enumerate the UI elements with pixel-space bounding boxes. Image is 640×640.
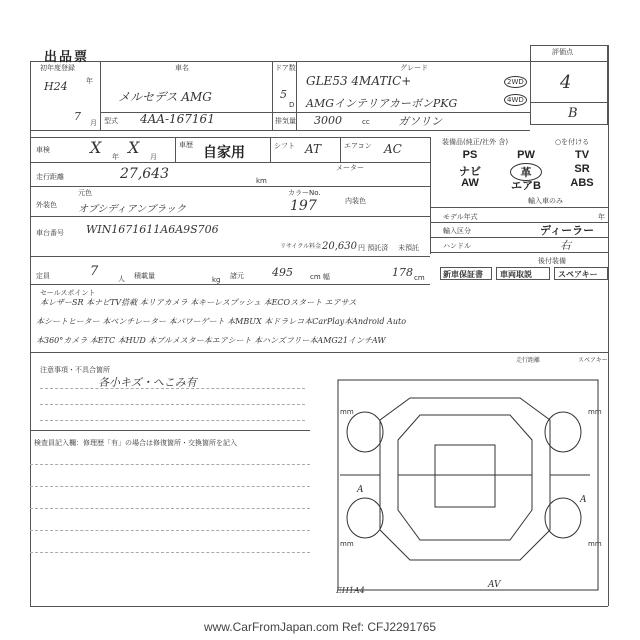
load-label: 積載量 bbox=[134, 272, 155, 280]
color-label: 外装色 bbox=[36, 201, 57, 209]
height-value: 178 bbox=[392, 266, 413, 279]
disp-label: 排気量 bbox=[275, 117, 296, 125]
new-warranty-text: 新車保証書 bbox=[443, 270, 483, 279]
mileage-unit: km bbox=[256, 177, 267, 185]
sales-extra-right: スペアキー bbox=[578, 357, 608, 364]
eval-label: 評価点 bbox=[552, 48, 573, 56]
row1-v1 bbox=[100, 61, 101, 130]
inspector-line-3 bbox=[30, 508, 310, 509]
sales-line-3: 本360°カメラ 本ETC 本HUD 本ブルメスター本エアシート 本ハンズフリー本AMG21インチAW bbox=[36, 336, 386, 345]
month-unit: 月 bbox=[90, 119, 97, 127]
model-year-label: モデル年式 bbox=[443, 213, 478, 221]
recycle-label: リサイクル料金 bbox=[280, 243, 322, 250]
model-label: 型式 bbox=[104, 117, 118, 125]
ac-label: エアコン bbox=[344, 142, 372, 150]
equipment-item: AW bbox=[461, 177, 479, 189]
equipment-item: 革 bbox=[510, 163, 542, 181]
month-value: 7 bbox=[74, 110, 81, 123]
color-no-label: カラーNo. bbox=[288, 189, 321, 197]
model-year-suffix: 年 bbox=[598, 213, 605, 221]
shaken-value-year: X bbox=[90, 138, 102, 157]
equipment-grid bbox=[440, 149, 610, 191]
usage-label: 車歴 bbox=[179, 141, 193, 149]
height-unit: cm bbox=[414, 274, 425, 282]
color-no-value: 197 bbox=[290, 198, 317, 214]
disp-unit: cc bbox=[362, 118, 370, 126]
equipment-item: ナビ bbox=[459, 166, 481, 178]
page-title: 出品票 bbox=[44, 50, 90, 65]
sales-bottom bbox=[30, 352, 608, 353]
inspector-line-1 bbox=[30, 464, 310, 465]
cap-unit: 人 bbox=[118, 275, 125, 283]
cap-bottom bbox=[30, 284, 430, 285]
eval-divider bbox=[530, 102, 608, 103]
diagram-mm-4: mm bbox=[588, 540, 602, 548]
cap-value: 7 bbox=[90, 264, 99, 279]
mileage-bottom bbox=[30, 186, 430, 187]
meter-label: メーター bbox=[336, 164, 364, 172]
year-unit: 年 bbox=[86, 77, 93, 85]
handle-label: ハンドル bbox=[443, 242, 471, 250]
equipment-item: PS bbox=[462, 149, 478, 161]
import-label: 輸入区分 bbox=[443, 227, 471, 235]
row1-v3 bbox=[296, 61, 297, 130]
color-bottom bbox=[30, 216, 430, 217]
shift-value: AT bbox=[305, 142, 322, 156]
fuel-value: ガソリン bbox=[398, 115, 442, 128]
notes-value: 各小キズ・へこみ有 bbox=[98, 376, 197, 389]
frame-bottom bbox=[30, 606, 608, 607]
handle-value: 右 bbox=[560, 239, 571, 252]
dims-label: 諸元 bbox=[230, 272, 244, 280]
year-label: 初年度登録 bbox=[40, 64, 75, 72]
door-value: 5 bbox=[280, 88, 287, 101]
equipment-circle-note: ○を付ける bbox=[555, 138, 590, 146]
eval-value: 4 bbox=[560, 72, 572, 93]
notes-sep bbox=[30, 430, 310, 431]
row1-bottom bbox=[30, 130, 530, 131]
spare-key-text: スペアキー bbox=[558, 270, 598, 279]
shaken-value-month: X bbox=[128, 138, 140, 157]
row2-v3 bbox=[340, 137, 341, 162]
sub-eval-value: B bbox=[568, 106, 578, 121]
vin-bottom bbox=[30, 256, 430, 257]
diagram-mm-1: mm bbox=[340, 408, 354, 416]
disp-value: 3000 bbox=[314, 114, 342, 127]
car-diagram bbox=[320, 360, 608, 604]
notes-line-3 bbox=[40, 420, 305, 421]
cap-label: 定員 bbox=[36, 272, 50, 280]
unpaid-label: 未預託 bbox=[398, 244, 419, 252]
name-value: メルセデス AMG bbox=[118, 90, 212, 104]
grade-line2: AMGインテリアカーボンPKG bbox=[306, 97, 458, 110]
drive-2wd: 2WD bbox=[504, 76, 527, 88]
interior-label: 内装色 bbox=[345, 197, 366, 205]
diagram-mm-2: mm bbox=[588, 408, 602, 416]
shaken-month-unit: 月 bbox=[150, 153, 157, 161]
equipment-header: 装備品(純正/社外 含) bbox=[442, 138, 509, 146]
diagram-mark-1: A bbox=[357, 485, 364, 495]
import-line4 bbox=[430, 252, 608, 253]
grade-label: グレード bbox=[400, 64, 428, 72]
year-value: H24 bbox=[44, 80, 68, 93]
notes-right-code: EH1A4 bbox=[336, 586, 365, 595]
sales-label: セールスポイント bbox=[40, 289, 96, 297]
sales-line-2: 本シートヒーター 本ベンチレーター 本パワーゲート 本MBUX 本ドラレコ本CarPlay本Android Auto bbox=[36, 317, 407, 326]
color-value: オブシディアンブラック bbox=[78, 204, 186, 215]
inspector-line-4 bbox=[30, 530, 310, 531]
diagram-mark-2: AV bbox=[488, 580, 501, 590]
import-value: ディーラー bbox=[540, 224, 595, 237]
after-header: 後付装備 bbox=[538, 257, 566, 265]
frame-right bbox=[608, 45, 609, 606]
model-value: 4AA-167161 bbox=[140, 112, 215, 126]
shaken-label: 車検 bbox=[36, 146, 50, 154]
door-label: ドア数 bbox=[275, 64, 296, 72]
recycle-value: 20,630 bbox=[322, 241, 357, 252]
notes-line-1 bbox=[40, 388, 305, 389]
ac-value: AC bbox=[384, 142, 402, 156]
load-unit: kg bbox=[212, 276, 221, 284]
notes-label: 注意事項・不具合箇所 bbox=[40, 366, 110, 374]
equipment-item: エアB bbox=[511, 180, 541, 192]
row2-bottom bbox=[30, 162, 430, 163]
inspector-line-5 bbox=[30, 552, 310, 553]
inspector-label: 検査員記入欄：修理歴「有」の場合は修復箇所・交換箇所を記入 bbox=[34, 439, 237, 447]
equipment-item: SR bbox=[574, 163, 590, 175]
drive-4wd: 4WD bbox=[504, 94, 527, 106]
sales-extra-left: 走行距離 bbox=[516, 357, 541, 364]
notes-line-2 bbox=[40, 404, 305, 405]
inspector-line-2 bbox=[30, 486, 310, 487]
row1-v2 bbox=[272, 61, 273, 130]
import-header: 輸入車のみ bbox=[528, 197, 563, 205]
door-suffix: D bbox=[289, 101, 295, 109]
frame-top bbox=[30, 61, 608, 62]
shaken-year-unit: 年 bbox=[112, 153, 119, 161]
mileage-value: 27,643 bbox=[120, 166, 169, 182]
equipment-item: TV bbox=[574, 149, 590, 161]
import-line1 bbox=[430, 207, 608, 208]
equipment-item: PW bbox=[517, 149, 535, 161]
diagram-mm-3: mm bbox=[340, 540, 354, 548]
color-orig-label: 元色 bbox=[78, 189, 92, 197]
row2-v2 bbox=[270, 137, 271, 162]
length-value: 495 bbox=[272, 266, 293, 279]
diagram-mark-3: A bbox=[580, 495, 587, 505]
paid-label: 円 預託済 bbox=[358, 244, 389, 252]
usage-value: 自家用 bbox=[203, 145, 245, 161]
width-label: cm 幅 bbox=[310, 273, 330, 281]
watermark: www.CarFromJapan.com Ref: CFJ2291765 bbox=[203, 620, 437, 634]
name-label: 車名 bbox=[175, 64, 189, 72]
equipment-item: ABS bbox=[570, 177, 594, 189]
sales-line-1: 本レザーSR 本ナビTV搭載 本リアカメラ 本キーレスプッシュ 本ECOスタート エアサス bbox=[40, 298, 357, 307]
vin-value: WIN1671611A6A9S706 bbox=[86, 223, 219, 236]
grade-line1: GLE53 4MATIC+ bbox=[306, 74, 412, 88]
mileage-label: 走行距離 bbox=[36, 173, 64, 181]
row2-v1 bbox=[175, 137, 176, 162]
vin-label: 車台番号 bbox=[36, 229, 64, 237]
manual-text: 車両取説 bbox=[500, 270, 532, 279]
shift-label: シフト bbox=[274, 142, 295, 150]
frame-left bbox=[30, 61, 31, 606]
import-line3 bbox=[430, 237, 608, 238]
